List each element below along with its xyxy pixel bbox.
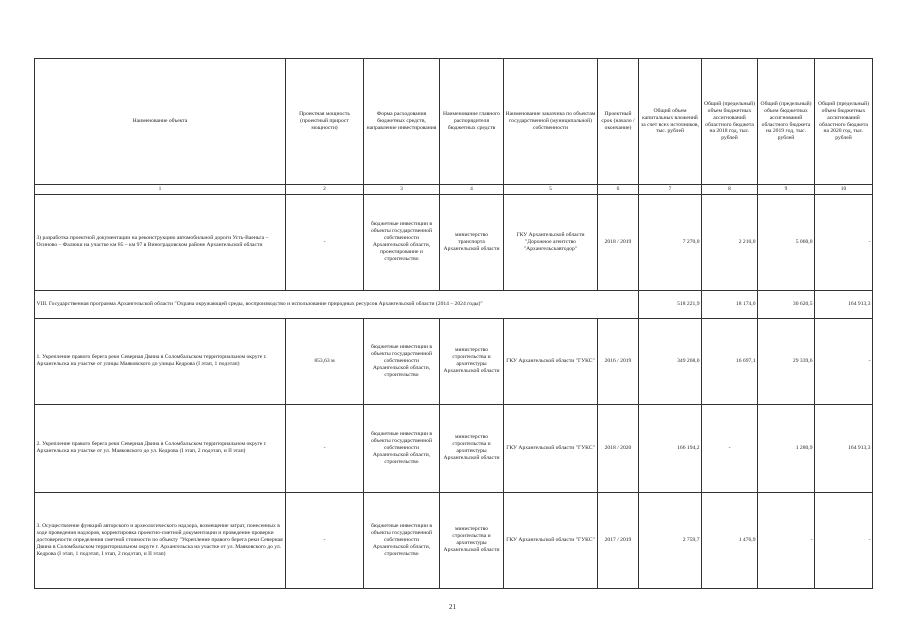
header-budget-2019: Общий (предельный) объем бюджетных ассигнований областного бюджета на 2019 год, тыс. рублей — [758, 59, 815, 185]
capacity: - — [286, 404, 364, 492]
header-budget-manager: Наименование главного распорядителя бюджетных средств — [440, 59, 504, 185]
col-number: 4 — [440, 185, 504, 195]
budget-2019: 29 339,6 — [758, 318, 815, 404]
object-name: 3. Осуществление функций авторского и археологического надзора, возмещение затрат, понесенных в ходе проведения надзоров, корректировка проектно-сметной документации и проведение проверки достоверности определения сметной стоимости по объекту "Укрепление правого берега реки Северная Двина в Соломбальском территориальном округе г. Архангельска на участке от ул. Маяковского до ул. Кедрова (I этап, 1 подэтап, I этап, 2 подэтап, и II этап) — [35, 492, 286, 588]
budget-2018: - — [702, 404, 758, 492]
budget-2019: 1 280,9 — [758, 404, 815, 492]
section-budget-2019: 30 620,5 — [758, 290, 815, 318]
table-row — [35, 404, 873, 492]
col-number: 1 — [35, 185, 286, 195]
budget-manager: министерство строительства и архитектуры Архангельской области — [440, 492, 504, 588]
investment-table — [34, 58, 873, 589]
budget-2020: - — [815, 492, 873, 588]
header-term: Проектный срок (начало / окончание) — [598, 59, 639, 185]
header-total-investment: Общий объем капитальных вложений за счет всех источников, тыс. рублей — [639, 59, 702, 185]
table-row — [35, 492, 873, 588]
budget-2018: 16 697,1 — [702, 318, 758, 404]
spending-form: бюджетные инвестиции в объекты государственной собственности Архангельской области, строительство — [364, 404, 440, 492]
total-investment: 349 268,0 — [639, 318, 702, 404]
table-header-row — [35, 59, 873, 185]
col-number: 6 — [598, 185, 639, 195]
capacity: - — [286, 492, 364, 588]
customer: ГКУ Архангельской области "Дорожное агентство "Архангельскавтодор" — [504, 194, 598, 290]
col-number: 9 — [758, 185, 815, 195]
budget-2019: 5 060,0 — [758, 194, 815, 290]
budget-2018: 2 210,0 — [702, 194, 758, 290]
budget-2020: - — [815, 194, 873, 290]
term: 2018 / 2019 — [598, 194, 639, 290]
capacity: - — [286, 194, 364, 290]
col-number: 2 — [286, 185, 364, 195]
col-number: 8 — [702, 185, 758, 195]
table-row — [35, 318, 873, 404]
col-number: 7 — [639, 185, 702, 195]
customer: ГКУ Архангельской области "ГУКС" — [504, 318, 598, 404]
object-name: 1. Укрепление правого берега реки Северная Двина в Соломбальском территориальном округе г. Архангельска на участке от улицы Маяковского до улицы Кедрова (I этап, 1 подэтап) — [35, 318, 286, 404]
total-investment: 7 270,0 — [639, 194, 702, 290]
col-number: 5 — [504, 185, 598, 195]
spending-form: бюджетные инвестиции в объекты государственной собственности Архангельской области, строительство — [364, 318, 440, 404]
object-name: 2. Укрепление правого берега реки Северная Двина в Соломбальском территориальном округе г. Архангельска на участке от ул. Маяковского до ул. Кедрова (I этап, 2 подэтап, и II этап) — [35, 404, 286, 492]
budget-manager: министерство транспорта Архангельской области — [440, 194, 504, 290]
header-customer: Наименование заказчика по объектам государственной (муниципальной) собственности — [504, 59, 598, 185]
section-title: VIII. Государственная программа Архангельской области "Охрана окружающей среды, воспроизводство и использование природных ресурсов Архангельской области (2014 – 2024 годы)" — [35, 290, 639, 318]
header-object-name: Наименование объекта — [35, 59, 286, 185]
budget-2020: - — [815, 318, 873, 404]
header-budget-2018: Общий (предельный) объем бюджетных ассигнований областного бюджета на 2018 год, тыс. рублей — [702, 59, 758, 185]
budget-2020: 164 913,3 — [815, 404, 873, 492]
header-spending-form: Форма расходования бюджетных средств, направление инвестирования — [364, 59, 440, 185]
customer: ГКУ Архангельской области "ГУКС" — [504, 404, 598, 492]
budget-manager: министерство строительства и архитектуры Архангельской области — [440, 318, 504, 404]
budget-2018: 1 476,9 — [702, 492, 758, 588]
page-number: 21 — [449, 603, 456, 611]
section-total-investment: 518 221,9 — [639, 290, 702, 318]
header-capacity: Проектная мощность (проектный прирост мощности) — [286, 59, 364, 185]
spending-form: бюджетные инвестиции в объекты государственной собственности Архангельской области, проектирование и строительство — [364, 194, 440, 290]
header-budget-2020: Общий (предельный) объем бюджетных ассигнований областного бюджета на 2020 год, тыс. рублей — [815, 59, 873, 185]
term: 2017 / 2019 — [598, 492, 639, 588]
section-row — [35, 290, 873, 318]
table-row — [35, 194, 873, 290]
section-budget-2018: 18 174,0 — [702, 290, 758, 318]
section-budget-2020: 164 913,3 — [815, 290, 873, 318]
capacity: 853,63 м — [286, 318, 364, 404]
term: 2016 / 2019 — [598, 318, 639, 404]
spending-form: бюджетные инвестиции в объекты государственной собственности Архангельской области, строительство — [364, 492, 440, 588]
object-name: 3) разработка проектной документации на реконструкцию автомобильной дороги Усть-Ваеньга – Осиново – Фалюки на участке км 85 – км 97 в Виноградовском районе Архангельской области — [35, 194, 286, 290]
column-number-row — [35, 185, 873, 195]
budget-manager: министерство строительства и архитектуры Архангельской области — [440, 404, 504, 492]
term: 2018 / 2020 — [598, 404, 639, 492]
customer: ГКУ Архангельской области "ГУКС" — [504, 492, 598, 588]
budget-2019: - — [758, 492, 815, 588]
total-investment: 2 759,7 — [639, 492, 702, 588]
col-number: 10 — [815, 185, 873, 195]
total-investment: 166 194,2 — [639, 404, 702, 492]
col-number: 3 — [364, 185, 440, 195]
